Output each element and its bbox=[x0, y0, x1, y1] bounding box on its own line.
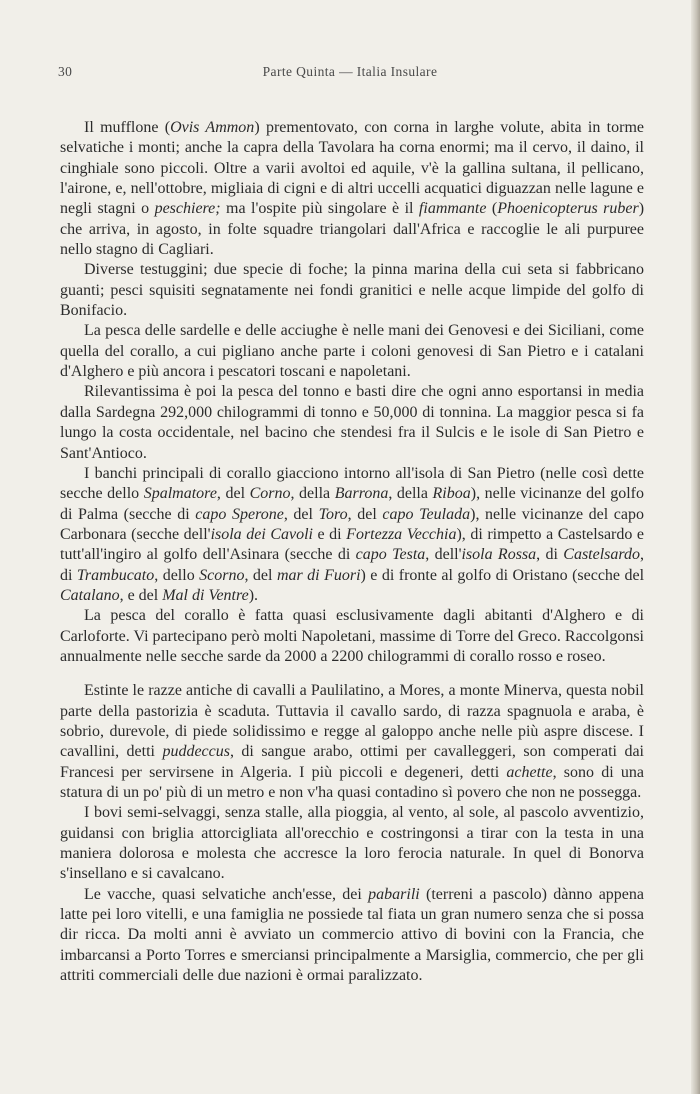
italic-term: Fortezza Vecchia bbox=[346, 525, 457, 543]
text-run: ) prementovato, con corna in larghe volute, abita in torme selvatiche i monti; anche la capra della Tavolara ha corna enormi; ma il cervo, il daino, il cinghiale sono piccoli. Oltre a varii avoltoi ed aquile, v'è la gallina sultana, il pellicano, l'airone, e, nell'ottobre, migliaia di cigni e di altri uccelli acquatici diguazzan nelle lagune e negli stagni o bbox=[60, 119, 644, 218]
text-run: , del bbox=[283, 505, 319, 523]
text-run: , sono di una statura di un po' più di un metro e non v'ha quasi contadino sì povero che non ne possegga. bbox=[60, 763, 644, 801]
running-head: Parte Quinta — Italia Insulare bbox=[262, 64, 438, 79]
paragraph-mufflone bbox=[60, 118, 644, 260]
text-run: Diverse testuggini; due specie di foche; la pinna marina della cui seta si fabbricano guanti; pesci squisiti segnatamente nei fondi granitici e nelle acque limpide del golfo di Bonifacio. bbox=[60, 261, 644, 320]
italic-term: Ovis Ammon bbox=[170, 119, 255, 136]
text-run: , del bbox=[347, 505, 383, 523]
text-run: ) che arriva, in agosto, in folte squadre triangolari dall'Africa e raccoglie le ali purpuree nello stagno di Cagliari. bbox=[60, 200, 645, 259]
italic-term: isola Rossa bbox=[461, 546, 537, 564]
text-run: , del bbox=[216, 485, 250, 503]
body-text bbox=[60, 118, 644, 986]
italic-term: Mal di Ventre bbox=[162, 586, 249, 604]
text-run: La pesca del corallo è fatta quasi esclusivamente dagli abitanti d'Alghero e di Carloforte. Vi partecipano però molti Napoletani, massime di Torre del Greco. Raccolgonsi annualmente nelle secche sarde da 2000 a 2200 chilogrammi di corallo rosso e roseo. bbox=[60, 607, 644, 665]
paragraph-pesca-corallo bbox=[60, 606, 644, 667]
paragraph-testuggini bbox=[60, 260, 644, 321]
text-run: ( bbox=[486, 200, 498, 218]
paragraph-pesca-tonno bbox=[60, 382, 644, 463]
italic-term: puddeccus bbox=[162, 743, 230, 761]
paragraph-cavalli bbox=[60, 681, 644, 803]
paragraph-pesca-sardelle bbox=[60, 321, 644, 382]
italic-term: Trambucato bbox=[76, 566, 155, 584]
text-run: ma l'ospite più singolare è il bbox=[220, 200, 419, 218]
text-run: , dello bbox=[154, 566, 200, 584]
italic-term: Corno bbox=[249, 485, 291, 503]
paragraph-bovi bbox=[60, 803, 644, 884]
italic-term: capo Testa bbox=[355, 546, 426, 564]
page-header bbox=[58, 64, 642, 88]
italic-term: mar di Fuori bbox=[276, 566, 361, 584]
text-run: ) e di fronte al golfo di Oristano (secche del bbox=[360, 566, 645, 584]
page-edge-shadow bbox=[691, 0, 700, 1094]
text-run: ), di rimpetto a Castelsardo e tutt'all'ingiro al golfo dell'Asinara (secche di bbox=[60, 525, 645, 564]
italic-term: Barrona bbox=[334, 485, 389, 503]
text-run: I banchi principali di corallo giacciono intorno all'isola di San Pietro (nelle così dette secche dello bbox=[60, 464, 644, 503]
text-run: , di sangue arabo, ottimi per cavalleggeri, son comperati dai Francesi per servirsene in Algeria. I più piccoli e degeneri, detti bbox=[60, 743, 644, 781]
text-run: , del bbox=[244, 566, 277, 584]
italic-term: Riboa bbox=[432, 485, 471, 503]
paragraph-vacche bbox=[60, 885, 644, 987]
text-run: ). bbox=[248, 586, 259, 604]
page-number: 30 bbox=[58, 64, 73, 79]
text-run: , della bbox=[388, 485, 433, 503]
italic-term: isola dei Cavoli bbox=[210, 525, 313, 543]
italic-term: Toro bbox=[318, 505, 348, 523]
text-run: , di bbox=[60, 546, 645, 584]
italic-term: achette bbox=[506, 763, 553, 781]
italic-term: fiammante bbox=[418, 200, 487, 218]
italic-term: Scorno bbox=[199, 566, 245, 584]
text-run: Rilevantissima è poi la pesca del tonno e basti dire che ogni anno esportansi in media dalla Sardegna 292,000 chilogrammi di tonno e 50,000 di tonnina. La maggior pesca si fa lungo la costa occidentale, nel bacino che stendesi fra il Sulcis e le isole di San Pietro e Sant'Antioco. bbox=[60, 383, 644, 462]
text-run: ), nelle vicinanze del golfo di Palma (secche di bbox=[60, 485, 645, 523]
italic-term: peschiere; bbox=[154, 200, 221, 218]
paragraph-banchi-corallo bbox=[60, 464, 644, 606]
text-run: I bovi semi-selvaggi, senza stalle, alla pioggia, al vento, al sole, al pascolo avventizio, guidansi con briglia attorcigliata all'orecchio e costringonsi a tirar con la testa in una maniera dolorosa e molesta che accresce la loro ferocia naturale. In quel di Bonorva s'insellano e si cavalcano. bbox=[60, 804, 644, 883]
italic-term: capo Sperone bbox=[195, 505, 284, 523]
italic-term: Castelsardo bbox=[563, 546, 641, 564]
text-run: Le vacche, quasi selvatiche anch'esse, dei bbox=[84, 885, 369, 903]
text-run: Estinte le razze antiche di cavalli a Paulilatino, a Mores, a monte Minerva, questa nobil parte della pastorizia è scaduta. Tuttavia il cavallo sardo, di razza spagnuola e araba, è sobrio, durevole, di piede solidissimo e regge al galoppo anche nelle più aspre discese. I cavallini, detti bbox=[60, 682, 644, 761]
italic-term: Spalmatore bbox=[143, 485, 217, 503]
text-run: (terreni a pascolo) dànno appena latte pei loro vitelli, e una famiglia ne possiede tal fiata un gran numero senza che si possa dir ricca. Da molti anni è avviato un commercio attivo di bovini con la Francia, che imbarcansi a Porto Torres e smerciansi principalmente a Marsiglia, commercio, che per gli attriti commerciali delle due nazioni è ormai paralizzato. bbox=[60, 885, 645, 985]
italic-term: capo Teulada bbox=[382, 505, 471, 523]
italic-term: pabarili bbox=[368, 885, 420, 903]
italic-term: Catalano bbox=[60, 586, 120, 604]
text-run: , dell' bbox=[425, 546, 462, 564]
text-run: e di bbox=[312, 525, 347, 543]
text-run: , e del bbox=[119, 586, 163, 604]
text-run: ), nelle vicinanze del capo Carbonara (secche dell' bbox=[60, 505, 645, 543]
italic-term: Phoenicopterus ruber bbox=[497, 200, 639, 218]
text-run: , della bbox=[290, 485, 335, 503]
text-run: La pesca delle sardelle e delle acciughe è nelle mani dei Genovesi e dei Siciliani, come quella del corallo, a cui pigliano anche parte i coloni genovesi di San Pietro e i catalani d'Alghero e più ancora i pescatori toscani e napoletani. bbox=[60, 322, 644, 381]
text-run: , di bbox=[536, 546, 564, 564]
text-run: Il mufflone ( bbox=[84, 119, 171, 136]
